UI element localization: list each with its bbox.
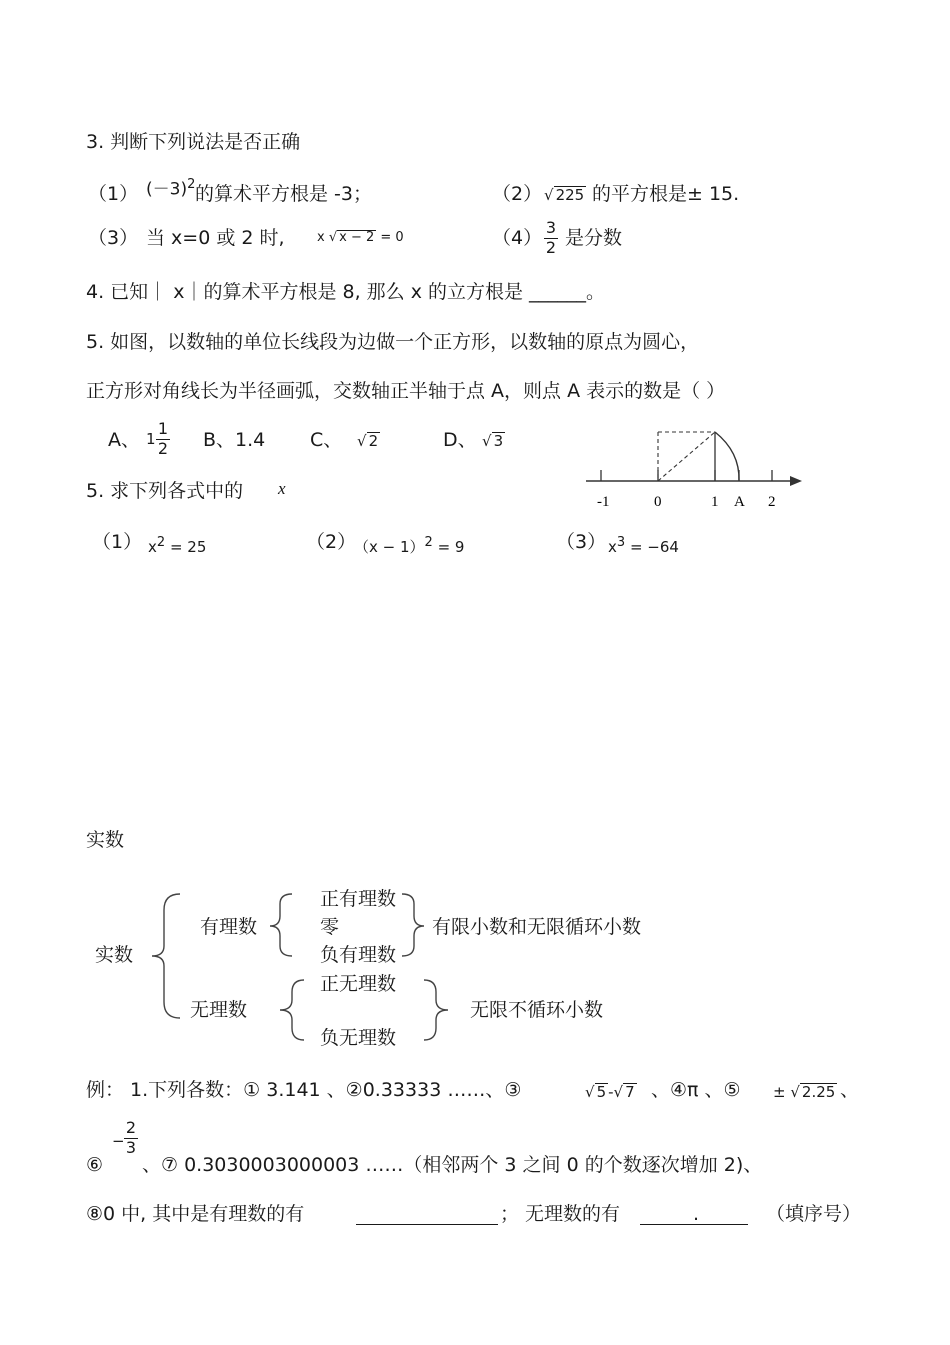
q5b-eq1-number: （1） <box>92 531 143 553</box>
q3-item3-x: x <box>317 230 325 245</box>
example-lead: 例： 1.下列各数：① 3.141 、②0.33333 ……、③ <box>86 1079 522 1101</box>
q5b-eq3-rhs: = −64 <box>629 538 679 556</box>
example-choice5: ± √ 2.25 <box>773 1083 836 1101</box>
q5b-eq1-base: x <box>148 538 157 556</box>
axis-label-minus-one: -1 <box>597 494 610 510</box>
q5a-option-d-radicand: 3 <box>493 432 504 450</box>
tree-positive-irrational: 正无理数 <box>320 973 397 995</box>
q3-item3-number: （3） <box>88 227 139 249</box>
q5b-eq1-exponent: 2 <box>156 535 166 550</box>
q5a-line1: 5. 如图，以数轴的单位长线段为边做一个正方形，以数轴的原点为圆心， <box>86 331 700 353</box>
q5b-title: 5. 求下列各式中的 <box>86 480 244 502</box>
example-choice3-radicand-b: 7 <box>625 1083 635 1101</box>
q5b-eq2 <box>354 536 464 555</box>
q3-item1-exponent: 2 <box>187 177 196 192</box>
q5b-eq2-number: （2） <box>306 531 357 553</box>
q5a-option-c-sqrt: √ 2 <box>357 432 379 450</box>
q3-item2-text: 的平方根是± 15. <box>592 183 740 205</box>
tree-irrational: 无理数 <box>190 999 248 1021</box>
rational-answer-blank[interactable] <box>356 1224 498 1225</box>
axis-arrow <box>790 476 802 486</box>
root-brace <box>152 894 180 1018</box>
example-choice7: 、⑦ 0.3030003000003 ……（相邻两个 3 之间 0 的个数逐次增加 2)、 <box>142 1154 763 1176</box>
example-mid-text: ； 无理数的有 <box>500 1203 621 1225</box>
q3-item1-text: 的算术平方根是 -3； <box>195 183 372 205</box>
example-choice5-pm: ± <box>773 1083 786 1101</box>
q5b-eq3 <box>608 536 679 555</box>
example-choice4: 、④π 、⑤ <box>651 1079 741 1101</box>
example-choice5-end: 、 <box>840 1079 860 1101</box>
q3-item1-base: (－3) <box>146 179 188 200</box>
q5a-option-d: D、 <box>443 429 477 451</box>
tree-rational: 有理数 <box>200 916 258 938</box>
q3-item4-number: （4） <box>492 227 543 249</box>
q5a-option-c: C、 <box>310 429 343 451</box>
q3-item4-text: 是分数 <box>565 227 623 249</box>
q3-item3-rhs: = 0 <box>380 230 404 245</box>
q5b-eq3-base: x <box>608 538 617 556</box>
q3-title: 3. 判断下列说法是否正确 <box>86 131 301 153</box>
example-choice6-numerator: 2 <box>125 1118 137 1137</box>
q5a-option-a: A、 <box>108 429 140 451</box>
q4-text: 4. 已知｜ x｜的算术平方根是 8, 那么 x 的立方根是 ______。 <box>86 281 606 303</box>
example-choice5-radicand: 2.25 <box>801 1083 836 1101</box>
section-title: 实数 <box>86 829 125 851</box>
example-choice3-minus: - <box>608 1083 614 1101</box>
q5a-option-c-radicand: 2 <box>368 432 379 450</box>
tree-irrational-description: 无限不循环小数 <box>470 999 604 1021</box>
axis-label-a: A <box>734 494 745 510</box>
example-choice6-fraction <box>124 1120 138 1157</box>
q5b-eq2-exponent: 2 <box>424 535 433 550</box>
tree-root: 实数 <box>95 944 134 966</box>
q3-item1-expression <box>146 178 195 199</box>
axis-label-two: 2 <box>768 494 776 510</box>
example-end-text: （填序号） <box>766 1203 862 1225</box>
q5b-eq2-base: （x − 1） <box>354 538 425 556</box>
q5a-line2: 正方形对角线长为半径画弧，交数轴正半轴于点 A，则点 A 表示的数是（ ） <box>86 380 726 402</box>
radius-arc <box>715 432 739 481</box>
example-choice6-denominator: 3 <box>125 1137 137 1157</box>
q5b-eq1-rhs: = 25 <box>169 538 207 556</box>
rational-open-brace <box>270 894 292 956</box>
q5b-eq1 <box>148 536 206 555</box>
q3-item4-denominator: 2 <box>545 237 557 257</box>
q5a-option-a-denominator: 2 <box>157 438 169 458</box>
irrational-close-brace <box>424 980 448 1040</box>
q5a-option-a-numerator: 1 <box>157 419 169 438</box>
tree-braces <box>130 880 590 1070</box>
axis-label-zero: 0 <box>654 494 662 510</box>
number-line-figure <box>582 422 812 522</box>
q3-item2-radicand: 225 <box>555 186 585 204</box>
q3-item2-number: （2） <box>492 183 543 205</box>
q5a-option-d-sqrt: √ 3 <box>482 432 504 450</box>
q3-item3-equation: x √ x − 2 = 0 <box>317 230 404 245</box>
q3-item1-number: （1） <box>88 183 139 205</box>
example-choice3: √ 5 -√ 7 <box>585 1083 635 1101</box>
q5a-option-a-fraction <box>156 421 170 458</box>
q5a-option-b: B、1.4 <box>203 429 266 451</box>
tree-zero: 零 <box>320 916 340 938</box>
q3-item4-fraction <box>544 220 558 257</box>
q5b-eq3-exponent: 3 <box>616 535 626 550</box>
q3-item3-text: 当 x=0 或 2 时, <box>146 227 285 249</box>
irrational-open-brace <box>280 980 304 1040</box>
dashed-diagonal <box>658 432 715 481</box>
irrational-blank-dot: . <box>693 1203 700 1225</box>
q5b-eq2-rhs: = 9 <box>437 538 465 556</box>
example-choice6-minus: − <box>112 1132 125 1150</box>
tree-rational-description: 有限小数和无限循环小数 <box>432 916 642 938</box>
q5b-variable: x <box>278 479 286 498</box>
tree-negative-rational: 负有理数 <box>320 944 397 966</box>
q3-item3-radicand: x − 2 <box>339 230 375 245</box>
q5a-option-a-whole: 1 <box>146 430 156 448</box>
tree-negative-irrational: 负无理数 <box>320 1027 397 1049</box>
q3-item2-sqrt: √ 225 <box>544 186 585 204</box>
axis-label-one: 1 <box>711 494 719 510</box>
tree-positive-rational: 正有理数 <box>320 888 397 910</box>
example-choice6-label: ⑥ <box>86 1154 104 1176</box>
example-choice8: ⑧0 中, 其中是有理数的有 <box>86 1203 305 1225</box>
q3-item4-numerator: 3 <box>545 218 557 237</box>
q5b-eq3-number: （3） <box>556 531 607 553</box>
example-choice3-radicand-a: 5 <box>596 1083 607 1101</box>
rational-close-brace <box>402 894 424 956</box>
